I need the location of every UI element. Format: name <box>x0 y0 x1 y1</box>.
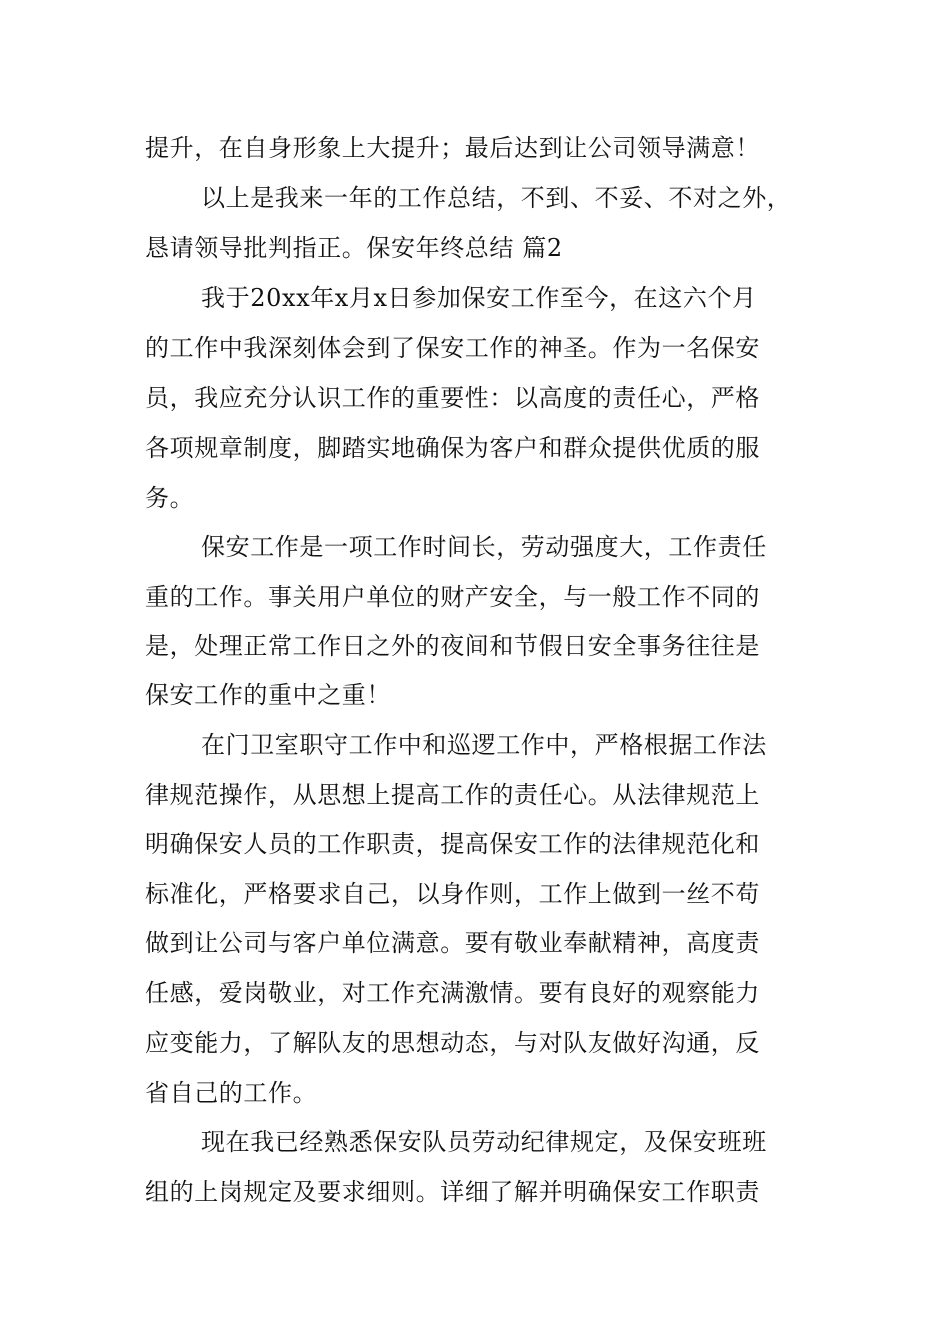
text-line: 应变能力，了解队友的思想动态，与对队友做好沟通，反 <box>145 1029 760 1057</box>
text-line: 律规范操作，从思想上提高工作的责任心。从法律规范上 <box>145 781 760 809</box>
text-line: 标准化，严格要求自己，以身作则，工作上做到一丝不苟 <box>145 880 760 908</box>
text-line: 省自己的工作。 <box>145 1079 318 1107</box>
text-line: 做到让公司与客户单位满意。要有敬业奉献精神，高度责 <box>145 929 760 957</box>
text-line: 明确保安人员的工作职责，提高保安工作的法律规范化和 <box>145 830 760 858</box>
text-line: 重的工作。事关用户单位的财产安全，与一般工作不同的 <box>145 583 760 611</box>
text-line: 现在我已经熟悉保安队员劳动纪律规定，及保安班班 <box>201 1128 767 1156</box>
text-line: 保安工作的重中之重！ <box>145 681 391 709</box>
text-line: 各项规章制度，脚踏实地确保为客户和群众提供优质的服 <box>145 434 760 462</box>
text-line: 我于20xx年x月x日参加保安工作至今，在这六个月 <box>201 284 757 312</box>
text-line: 务。 <box>145 484 195 512</box>
text-line: 是，处理正常工作日之外的夜间和节假日安全事务往往是 <box>145 632 760 660</box>
text-line: 以上是我来一年的工作总结，不到、不妥、不对之外， <box>201 184 792 212</box>
text-line: 保安工作是一项工作时间长，劳动强度大，工作责任 <box>201 533 767 561</box>
text-line: 恳请领导批判指正。保安年终总结 篇2 <box>145 234 563 262</box>
text-line: 员，我应充分认识工作的重要性：以高度的责任心，严格 <box>145 384 760 412</box>
text-line: 提升，在自身形象上大提升；最后达到让公司领导满意！ <box>145 134 760 162</box>
text-line: 任感，爱岗敬业，对工作充满激情。要有良好的观察能力 <box>145 979 760 1007</box>
text-line: 组的上岗规定及要求细则。详细了解并明确保安工作职责 <box>145 1178 760 1206</box>
text-line: 在门卫室职守工作中和巡逻工作中，严格根据工作法 <box>201 731 767 759</box>
text-line: 的工作中我深刻体会到了保安工作的神圣。作为一名保安 <box>145 334 760 362</box>
